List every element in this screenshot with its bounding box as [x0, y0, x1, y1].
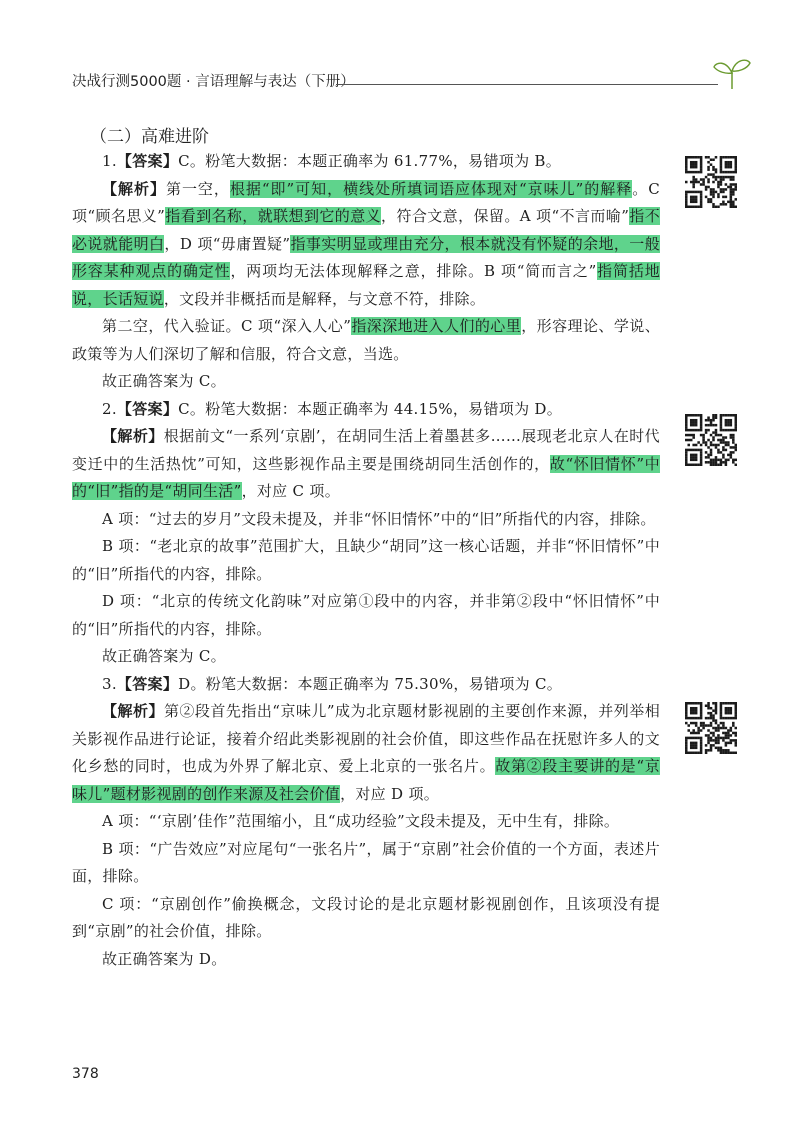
- qr-code-icon[interactable]: [685, 156, 737, 208]
- highlight: 根据“即”可知，横线处所填词语应体现对“京味儿”的解释: [229, 179, 633, 198]
- q2-option-b: B 项：“老北京的故事”范围扩大，且缺少“胡同”这一核心话题，并非“怀旧情怀”中的“旧”所指代的内容，排除。: [72, 537, 660, 583]
- answer-content: [72, 148, 660, 973]
- q2-option-a: A 项：“过去的岁月”文段未提及，并非“怀旧情怀”中的“旧”所指代的内容，排除。: [102, 509, 656, 528]
- section-title: （二）高难进阶: [90, 127, 209, 147]
- header-title: 决战行测5000题 · 言语理解与表达（下册）: [72, 74, 355, 90]
- header-divider: [336, 84, 718, 85]
- q3-option-a: A 项：“‘京剧’佳作”范围缩小，且“成功经验”文段未提及，无中生有，排除。: [102, 812, 620, 830]
- highlight: 故第②段主要讲的是“京味儿”题材影视剧的创作来源及社会价值: [72, 757, 660, 803]
- highlight: 指深深地进入人们的心里: [351, 317, 522, 335]
- highlight: 指看到名称，就联想到它的意义: [165, 207, 382, 225]
- q1-answer-line: 1.【答案】C。粉笔大数据：本题正确率为 61.77%，易错项为 B。: [102, 152, 562, 170]
- q1-conclusion: 故正确答案为 C。: [102, 372, 226, 390]
- q1-analysis-paragraph: 【解析】第一空，根据“即”可知，横线处所填词语应体现对“京味儿”的解释。C 项“顾名思义”指看到名称，就联想到它的意义，符合文意，保留。A 项“不言而喻”指不必说就能明白，D 项“毋庸置疑”指事实明显或理由充分，根本就没有怀疑的余地，一般形容某种观点的确定性，两项均无法体现解释之意，排除。B 项“简而言之”指简括地说，长话短说，文段并非概括而是解释，与文意不符，排除。: [72, 179, 661, 308]
- q3-analysis-paragraph: 【解析】第②段首先指出“京味儿”成为北京题材影视剧的主要创作来源，并列举相关影视作品进行论证，接着介绍此类影视剧的社会价值，即这些作品在抚慰许多人的文化乡愁的同时，也成为外界了解北京、爱上北京的一张名片。故第②段主要讲的是“京味儿”题材影视剧的创作来源及社会价值，对应 D 项。: [72, 702, 660, 803]
- q3-answer-line: 3.【答案】D。粉笔大数据：本题正确率为 75.30%，易错项为 C。: [102, 674, 563, 693]
- highlight: 故“怀旧情怀”中的“旧”指的是“胡同生活”: [72, 454, 660, 500]
- q3-conclusion: 故正确答案为 D。: [102, 949, 227, 968]
- sprout-icon: [712, 56, 752, 90]
- highlight: 指事实明显或理由充分，根本就没有怀疑的余地，一般形容某种观点的确定性: [72, 234, 661, 280]
- q3-option-c: C 项：“京剧创作”偷换概念，文段讨论的是北京题材影视剧创作，且该项没有提到“京剧”的社会价值，排除。: [72, 894, 660, 940]
- q2-option-d: D 项：“北京的传统文化韵味”对应第①段中的内容，并非第②段中“怀旧情怀”中的“旧”所指代的内容，排除。: [72, 592, 660, 638]
- q1-second-blank-paragraph: 第二空，代入验证。C 项“深入人心”指深深地进入人们的心里，形容理论、学说、政策等为人们深切了解和信服，符合文意，当选。: [72, 317, 660, 363]
- q3-option-b: B 项：“广告效应”对应尾句“一张名片”，属于“京剧”社会价值的一个方面，表述片面，排除。: [72, 839, 660, 885]
- page-number: 378: [72, 1066, 99, 1082]
- q2-conclusion: 故正确答案为 C。: [102, 647, 226, 665]
- q2-analysis-paragraph: 【解析】根据前文“一系列‘京剧’，在胡同生活上着墨甚多……展现老北京人在时代变迁中的生活热忱”可知，这些影视作品主要是围绕胡同生活创作的，故“怀旧情怀”中的“旧”指的是“胡同生活”，对应 C 项。: [72, 427, 660, 500]
- highlight: 指不必说就能明白: [72, 207, 661, 253]
- highlight: 指简括地说，长话短说: [72, 262, 660, 308]
- qr-code-icon[interactable]: [685, 414, 737, 466]
- qr-code-icon[interactable]: [685, 702, 737, 754]
- q2-answer-line: 2.【答案】C。粉笔大数据：本题正确率为 44.15%，易错项为 D。: [102, 399, 563, 418]
